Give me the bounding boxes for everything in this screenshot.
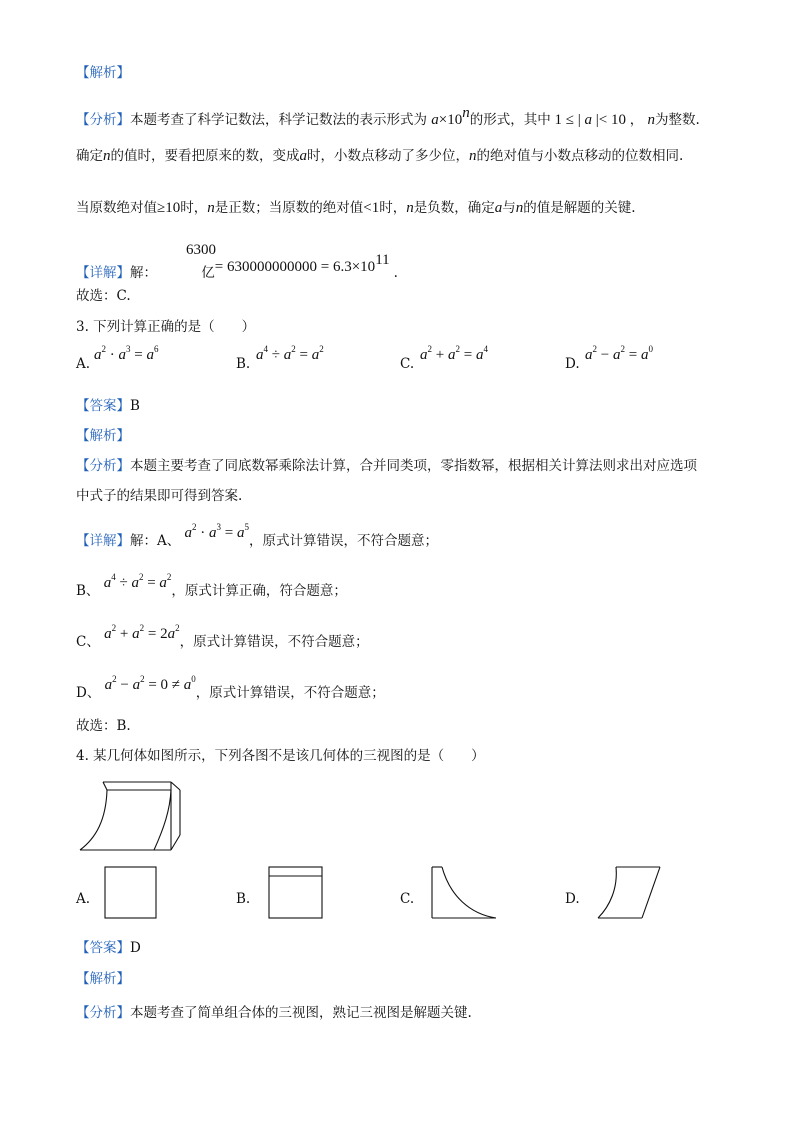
option-letter: A. — [76, 891, 91, 907]
q4-analysis — [76, 1003, 472, 1023]
text: C、 — [76, 634, 100, 650]
range-condition: 1 ≤ | a |< 10 — [550, 112, 630, 128]
q3-option-c-expr: $a^2 + a^2 = a^4$ — [420, 344, 488, 363]
q3-stem: 3. 下列计算正确的是（ ） — [76, 319, 256, 335]
text: 的值时，要看把原来的数，变成 — [110, 148, 300, 164]
q3-option-c — [400, 344, 488, 372]
q4-stem: 4. 某几何体如图所示，下列各图不是该几何体的三视图的是（ ） — [76, 748, 485, 764]
answer-tag: 【答案】 — [76, 940, 130, 956]
q4-option-a — [76, 891, 90, 907]
q2-jiexi-label: 【解析】 — [76, 65, 130, 81]
xiangjie-tag: 【详解】 — [76, 533, 130, 549]
q3-detail-c — [76, 623, 369, 652]
q3-option-a — [76, 344, 159, 372]
q3-detail-a — [76, 522, 439, 551]
answer-value: D — [130, 940, 141, 956]
text: 时， — [379, 200, 407, 216]
option-letter: A. — [76, 356, 91, 372]
q2-answer-choice: 故选：C. — [76, 288, 131, 304]
text: 本题考查了科学记数法，科学记数法的表示形式为 — [130, 112, 427, 128]
q3-detail-d — [76, 674, 385, 703]
q4-option-a-square-figure — [104, 866, 158, 920]
text: 6300 — [186, 242, 216, 258]
q3-option-d — [565, 344, 653, 372]
text: 时，小数点移动了多少位， — [307, 148, 469, 164]
q4-answer — [76, 938, 141, 958]
text: 本题考查了简单组合体的三视图，熟记三视图是解题关键. — [130, 1005, 472, 1021]
text: ，原式计算错误，不符合题意； — [195, 685, 385, 701]
q3-detail-d-expr: $a^2 - a^2 = 0 \ne a^0$ — [104, 674, 196, 693]
q3-answer — [76, 396, 140, 416]
q3-detail-a-expr: $a^2 \cdot a^3 = a^5$ — [184, 522, 250, 541]
q3-option-b — [236, 344, 324, 372]
q4-option-c-curve-figure — [430, 866, 498, 920]
q4-solid-figure — [76, 780, 186, 858]
q4-option-c — [400, 891, 414, 907]
answer-tag: 【答案】 — [76, 398, 130, 414]
option-letter: D. — [565, 891, 580, 907]
option-letter: C. — [400, 891, 415, 907]
option-letter: B. — [236, 891, 251, 907]
q3-option-d-expr: $a^2 - a^2 = a^0$ — [585, 344, 653, 363]
q3-jiexi-label: 【解析】 — [76, 428, 130, 444]
text: 亿 — [201, 265, 215, 281]
text: 的值是解题的关键. — [523, 200, 636, 216]
option-letter: D. — [565, 356, 580, 372]
text: 本题主要考查了同底数幂乘除法计算，合并同类项，零指数幂，根据相关计算法则求出对应选项 — [130, 458, 697, 474]
text: = 630000000000 = 6.3×10 — [214, 259, 376, 275]
text: ， — [629, 112, 644, 128]
text: 时， — [180, 200, 208, 216]
sci-notation-form: a — [431, 112, 439, 128]
text: ，原式计算正确，符合题意； — [171, 583, 347, 599]
text: 的形式，其中 — [469, 112, 551, 128]
q2-detail-line — [76, 250, 398, 283]
text: 是负数，确定 — [413, 200, 495, 216]
text: 为整数. — [655, 112, 700, 128]
text: 当原数绝对值 — [76, 200, 157, 216]
q3-analysis-line-1 — [76, 456, 697, 476]
text: ，原式计算错误，不符合题意； — [249, 533, 439, 549]
q4-option-b-square-with-line-figure — [268, 866, 324, 920]
fenxi-tag: 【分析】 — [76, 458, 130, 474]
answer-value: B — [130, 398, 140, 414]
text: 解：A、 — [130, 533, 181, 549]
text: 11 — [375, 252, 390, 268]
option-letter: C. — [400, 356, 415, 372]
text: 解： — [130, 265, 157, 281]
q2-analysis-line-1: 【分析】本题考查了科学记数法，科学记数法的表示形式为 $a\times 10^n$的形式，其中 1 ≤ | a |< 10 ， n为整数. — [76, 105, 700, 128]
q3-option-b-expr: $a^4 \div a^2 = a^2$ — [256, 344, 324, 363]
text: . — [393, 265, 398, 281]
q2-analysis-line-2: 确定n的值时，要看把原来的数，变成a时，小数点移动了多少位，n的绝对值与小数点移动的位数相同. — [76, 148, 684, 164]
q3-answer-choice: 故选：B. — [76, 718, 131, 734]
q2-analysis-line-3: 当原数绝对值≥10时，n是正数；当原数的绝对值<1时，n是负数，确定a与n的值是解题的关键. — [76, 200, 636, 216]
q4-jiexi-label: 【解析】 — [76, 971, 130, 987]
q4-option-d-parallelogram-figure — [596, 866, 662, 920]
q4-option-b — [236, 891, 250, 907]
text: ，原式计算错误，不符合题意； — [179, 634, 369, 650]
fenxi-tag: 【分析】 — [76, 1005, 130, 1021]
q3-option-a-expr: $a^2 \cdot a^3 = a^6$ — [94, 344, 159, 363]
q3-detail-b-expr: $a^4 \div a^2 = a^2$ — [103, 572, 172, 591]
q3-detail-c-expr: $a^2 + a^2 = 2a^2$ — [104, 623, 180, 642]
text: 与 — [502, 200, 516, 216]
text: D、 — [76, 685, 101, 701]
text: 的绝对值与小数点移动的位数相同. — [476, 148, 684, 164]
q2-fenxi-tag: 【分析】 — [76, 112, 130, 128]
q2-xiangjie-tag: 【详解】 — [76, 265, 130, 281]
option-letter: B. — [236, 356, 251, 372]
text: 是正数；当原数的绝对值 — [214, 200, 364, 216]
q4-option-d — [565, 891, 580, 907]
q3-detail-b — [76, 572, 347, 601]
text: B、 — [76, 583, 100, 599]
text: 确定 — [76, 148, 103, 164]
q3-analysis-line-2: 中式子的结果即可得到答案. — [76, 488, 243, 504]
